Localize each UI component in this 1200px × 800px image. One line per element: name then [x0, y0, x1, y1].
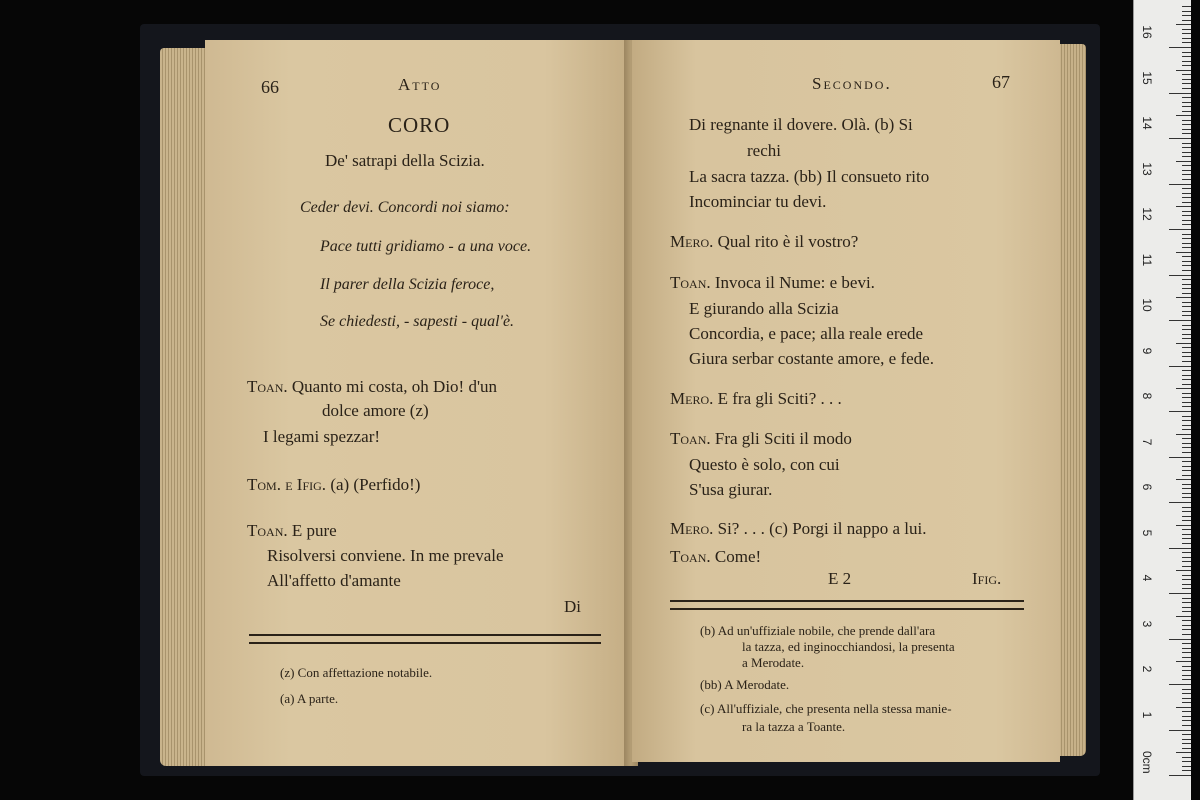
ruler-tick: [1182, 666, 1191, 667]
ruler-label: 7: [1140, 438, 1154, 445]
dialogue-line: Incominciar tu devi.: [689, 192, 827, 211]
ruler-label: 11: [1140, 253, 1154, 266]
dialogue-line: rechi: [747, 141, 781, 160]
ruler-tick: [1182, 211, 1191, 212]
ruler-tick: [1182, 188, 1191, 189]
ruler-tick: [1176, 479, 1191, 480]
ruler-tick: [1169, 593, 1191, 594]
ruler-tick: [1182, 352, 1191, 353]
ruler-tick: [1182, 65, 1191, 66]
ruler-tick: [1176, 752, 1191, 753]
ruler-tick: [1182, 329, 1191, 330]
chorus-title: CORO: [388, 113, 451, 137]
ruler-tick: [1182, 265, 1191, 266]
ruler-tick: [1182, 279, 1191, 280]
ruler-tick: [1182, 529, 1191, 530]
ruler-tick: [1182, 11, 1191, 12]
ruler-tick: [1182, 702, 1191, 703]
dialogue-line: I legami spezzar!: [263, 427, 381, 446]
ruler-tick: [1182, 416, 1191, 417]
ruler-tick: [1182, 675, 1191, 676]
ruler-tick: [1182, 575, 1191, 576]
ruler-tick: [1182, 261, 1191, 262]
ruler-tick: [1182, 447, 1191, 448]
ruler-tick: [1182, 156, 1191, 157]
speaker-name: Toan.: [670, 547, 711, 566]
ruler-tick: [1169, 730, 1191, 731]
speaker-name: Mero.: [670, 519, 714, 538]
ruler-tick: [1182, 657, 1191, 658]
ruler-tick: [1182, 334, 1191, 335]
ruler-tick: [1182, 611, 1191, 612]
ruler-tick: [1182, 429, 1191, 430]
dialogue-line: (a) (Perfido!): [330, 475, 421, 494]
ruler-tick: [1182, 602, 1191, 603]
ruler-tick: [1182, 325, 1191, 326]
dialogue-line: La sacra tazza. (bb) Il consueto rito: [689, 167, 930, 186]
chorus-line: Il parer della Scizia feroce,: [320, 276, 495, 293]
ruler-tick: [1182, 379, 1191, 380]
dialogue-line: E giurando alla Scizia: [689, 299, 839, 318]
measurement-ruler: [1133, 0, 1191, 800]
chorus-subtitle: De' satrapi della Scizia.: [325, 151, 485, 170]
ruler-tick: [1182, 566, 1191, 567]
ruler-tick: [1182, 497, 1191, 498]
ruler-tick: [1169, 47, 1191, 48]
ruler-tick: [1182, 133, 1191, 134]
running-head: Atto: [398, 75, 442, 94]
footnote-rule: [670, 600, 1024, 610]
ruler-tick: [1182, 152, 1191, 153]
dialogue-line: Si? . . . (c) Porgi il nappo a lui.: [717, 519, 927, 538]
ruler-tick: [1176, 661, 1191, 662]
ruler-tick: [1182, 634, 1191, 635]
ruler-tick: [1182, 748, 1191, 749]
ruler-tick: [1176, 707, 1191, 708]
ruler-tick: [1182, 79, 1191, 80]
ruler-tick: [1182, 397, 1191, 398]
ruler-tick: [1176, 70, 1191, 71]
ruler-tick: [1182, 120, 1191, 121]
ruler-tick: [1182, 238, 1191, 239]
speaker-name: Toan.: [670, 429, 711, 448]
dialogue-line: dolce amore (z): [322, 401, 429, 420]
ruler-label: 2: [1140, 665, 1154, 673]
ruler-tick: [1182, 629, 1191, 630]
ruler-tick: [1182, 689, 1191, 690]
left-page: [205, 40, 630, 766]
ruler-label: 15: [1140, 70, 1154, 85]
dialogue-line: Fra gli Sciti il modo: [714, 429, 852, 448]
dialogue-line: E pure: [291, 521, 337, 540]
ruler-tick: [1182, 720, 1191, 721]
dialogue-line: Di regnante il dovere. Olà. (b) Si: [689, 115, 913, 134]
running-head: Secondo.: [812, 74, 892, 93]
ruler-tick: [1169, 320, 1191, 321]
ruler-tick: [1176, 570, 1191, 571]
ruler-tick: [1169, 775, 1191, 776]
ruler-tick: [1182, 29, 1191, 30]
ruler-tick: [1176, 252, 1191, 253]
ruler-tick: [1182, 193, 1191, 194]
chorus-line: Ceder devi. Concordi noi siamo:: [300, 199, 510, 216]
ruler-label: 10: [1140, 298, 1154, 312]
ruler-label: 14: [1140, 116, 1154, 130]
ruler-tick: [1182, 375, 1191, 376]
dialogue-line: E fra gli Sciti? . . .: [717, 389, 842, 408]
ruler-tick: [1182, 42, 1191, 43]
ruler-tick: [1182, 620, 1191, 621]
ruler-tick: [1182, 88, 1191, 89]
ruler-tick: [1176, 161, 1191, 162]
ruler-tick: [1182, 557, 1191, 558]
ruler-tick: [1182, 129, 1191, 130]
ruler-tick: [1176, 525, 1191, 526]
ruler-tick: [1182, 124, 1191, 125]
ruler-tick: [1182, 56, 1191, 57]
ruler-tick: [1182, 215, 1191, 216]
speaker-name: Toan.: [670, 273, 711, 292]
ruler-tick: [1169, 229, 1191, 230]
ruler-tick: [1182, 625, 1191, 626]
dialogue-line: Qual rito è il vostro?: [717, 232, 859, 251]
ruler-tick: [1182, 220, 1191, 221]
footnote: (b) Ad un'uffiziale nobile, che prende dall'ara: [700, 623, 936, 638]
ruler-tick: [1176, 434, 1191, 435]
ruler-tick: [1182, 552, 1191, 553]
ruler-tick: [1182, 770, 1191, 771]
ruler-tick: [1169, 411, 1191, 412]
ruler-tick: [1182, 256, 1191, 257]
ruler-tick: [1182, 6, 1191, 7]
dialogue-line: Quanto mi costa, oh Dio! d'un: [291, 377, 498, 396]
ruler-tick: [1182, 356, 1191, 357]
ruler-tick: [1182, 406, 1191, 407]
ruler-tick: [1182, 584, 1191, 585]
speaker-name: Mero.: [670, 389, 714, 408]
ruler-label: 8: [1140, 392, 1154, 400]
ruler-tick: [1176, 115, 1191, 116]
ruler-tick: [1182, 234, 1191, 235]
ruler-tick: [1182, 284, 1191, 285]
ruler-tick: [1182, 197, 1191, 198]
ruler-tick: [1169, 639, 1191, 640]
ruler-tick: [1182, 543, 1191, 544]
footnote: (a) A parte.: [280, 691, 339, 706]
dialogue-line: Risolversi conviene. In me prevale: [267, 546, 504, 565]
ruler-tick: [1182, 143, 1191, 144]
ruler-tick: [1182, 202, 1191, 203]
ruler-tick: [1182, 698, 1191, 699]
ruler-tick: [1182, 716, 1191, 717]
ruler-tick: [1182, 270, 1191, 271]
ruler-tick: [1182, 338, 1191, 339]
ruler-tick: [1182, 470, 1191, 471]
ruler-tick: [1182, 648, 1191, 649]
speaker-name: Tom. e Ifig.: [247, 475, 327, 494]
ruler-tick: [1182, 170, 1191, 171]
ruler-tick: [1182, 174, 1191, 175]
ruler-tick: [1182, 243, 1191, 244]
ruler-tick: [1182, 607, 1191, 608]
ruler-tick: [1176, 388, 1191, 389]
ruler-tick: [1182, 679, 1191, 680]
footnote: (bb) A Merodate.: [700, 677, 790, 692]
ruler-tick: [1182, 165, 1191, 166]
dialogue-line: Invoca il Nume: e bevi.: [714, 273, 875, 292]
ruler-tick: [1182, 74, 1191, 75]
ruler-label: 6: [1140, 483, 1154, 491]
ruler-tick: [1182, 97, 1191, 98]
ruler-tick: [1182, 293, 1191, 294]
ruler-tick: [1182, 20, 1191, 21]
ruler-label: 12: [1140, 207, 1154, 221]
dialogue-line: Questo è solo, con cui: [689, 455, 840, 474]
ruler-tick: [1169, 138, 1191, 139]
ruler-tick: [1182, 466, 1191, 467]
footnote: la tazza, ed inginocchiandosi, la presenta: [742, 639, 955, 654]
ruler-tick: [1169, 457, 1191, 458]
ruler-tick: [1182, 147, 1191, 148]
footnote: ra la tazza a Toante.: [742, 719, 846, 734]
ruler-tick: [1169, 548, 1191, 549]
page-number: 67: [992, 72, 1010, 92]
ruler-tick: [1169, 502, 1191, 503]
ruler-tick: [1182, 452, 1191, 453]
ruler-tick: [1182, 693, 1191, 694]
ruler-tick: [1176, 24, 1191, 25]
ruler-tick: [1182, 484, 1191, 485]
ruler-label: 3: [1140, 620, 1154, 627]
ruler-tick: [1169, 275, 1191, 276]
dialogue-line: All'affetto d'amante: [267, 571, 401, 590]
ruler-tick: [1182, 370, 1191, 371]
ruler-tick: [1182, 102, 1191, 103]
ruler-tick: [1182, 520, 1191, 521]
ruler-tick: [1182, 511, 1191, 512]
ruler-label: 5: [1140, 529, 1154, 536]
ruler-tick: [1182, 384, 1191, 385]
ruler-tick: [1182, 402, 1191, 403]
ruler-tick: [1182, 643, 1191, 644]
ruler-tick: [1182, 561, 1191, 562]
ruler-tick: [1182, 247, 1191, 248]
ruler-tick: [1182, 179, 1191, 180]
ruler-tick: [1182, 224, 1191, 225]
speaker-name: Toan.: [247, 521, 288, 540]
signature-mark: E 2: [828, 569, 852, 588]
dialogue-line: Giura serbar costante amore, e fede.: [689, 349, 934, 368]
ruler-tick: [1182, 347, 1191, 348]
ruler-tick: [1182, 106, 1191, 107]
ruler-tick: [1182, 306, 1191, 307]
ruler-tick: [1182, 83, 1191, 84]
ruler-tick: [1169, 684, 1191, 685]
speaker-name: Toan.: [247, 377, 288, 396]
ruler-tick: [1182, 461, 1191, 462]
ruler-tick: [1169, 366, 1191, 367]
ruler-tick: [1182, 288, 1191, 289]
ruler-tick: [1182, 311, 1191, 312]
ruler-tick: [1182, 438, 1191, 439]
ruler-tick: [1169, 93, 1191, 94]
ruler-tick: [1182, 507, 1191, 508]
ruler-tick: [1182, 393, 1191, 394]
ruler-label: 13: [1140, 161, 1154, 176]
ruler-label: 1: [1140, 711, 1154, 718]
right-page: [632, 40, 1060, 762]
page-number: 66: [261, 77, 279, 97]
ruler-tick: [1182, 598, 1191, 599]
ruler-tick: [1182, 743, 1191, 744]
ruler-tick: [1182, 711, 1191, 712]
ruler-tick: [1182, 725, 1191, 726]
ruler-tick: [1182, 493, 1191, 494]
chorus-line: Pace tutti gridiamo - a una voce.: [320, 238, 532, 255]
ruler-tick: [1182, 757, 1191, 758]
ruler-tick: [1182, 361, 1191, 362]
ruler-tick: [1182, 61, 1191, 62]
ruler-tick: [1182, 15, 1191, 16]
ruler-tick: [1182, 766, 1191, 767]
ruler-tick: [1182, 420, 1191, 421]
footnote: a Merodate.: [742, 655, 805, 670]
dialogue-line: Concordia, e pace; alla reale erede: [689, 324, 924, 343]
ruler-tick: [1169, 184, 1191, 185]
footnote-rule: [249, 634, 601, 644]
ruler-tick: [1182, 475, 1191, 476]
ruler-tick: [1182, 315, 1191, 316]
ruler-tick: [1176, 343, 1191, 344]
ruler-tick: [1182, 734, 1191, 735]
ruler-tick: [1182, 652, 1191, 653]
catchword: Di: [564, 597, 581, 616]
ruler-label: 0cm: [1140, 751, 1154, 774]
dialogue-line: S'usa giurar.: [689, 480, 773, 499]
ruler-tick: [1182, 425, 1191, 426]
footnote: (c) All'uffiziale, che presenta nella stessa manie-: [700, 701, 952, 716]
ruler-tick: [1182, 302, 1191, 303]
ruler-tick: [1176, 297, 1191, 298]
ruler-tick: [1182, 38, 1191, 39]
speaker-name: Mero.: [670, 232, 714, 251]
chorus-line: Se chiedesti, - sapesti - qual'è.: [320, 313, 515, 330]
ruler-tick: [1182, 588, 1191, 589]
ruler-tick: [1182, 52, 1191, 53]
ruler-tick: [1182, 443, 1191, 444]
ruler-tick: [1182, 761, 1191, 762]
ruler-tick: [1182, 111, 1191, 112]
ruler-tick: [1182, 579, 1191, 580]
ruler-tick: [1182, 538, 1191, 539]
dialogue-line: Come!: [714, 547, 762, 566]
ruler-label: 16: [1140, 25, 1154, 39]
ruler-tick: [1176, 616, 1191, 617]
ruler-tick: [1182, 488, 1191, 489]
ruler-tick: [1182, 33, 1191, 34]
ruler-tick: [1176, 206, 1191, 207]
ruler-label: 4: [1140, 574, 1154, 582]
ruler-tick: [1182, 534, 1191, 535]
ruler-tick: [1182, 739, 1191, 740]
ruler-tick: [1182, 516, 1191, 517]
ruler-label: 9: [1140, 347, 1154, 354]
catchword: Ifig.: [972, 569, 1002, 588]
ruler-tick: [1182, 670, 1191, 671]
footnote: (z) Con affettazione notabile.: [280, 665, 433, 680]
